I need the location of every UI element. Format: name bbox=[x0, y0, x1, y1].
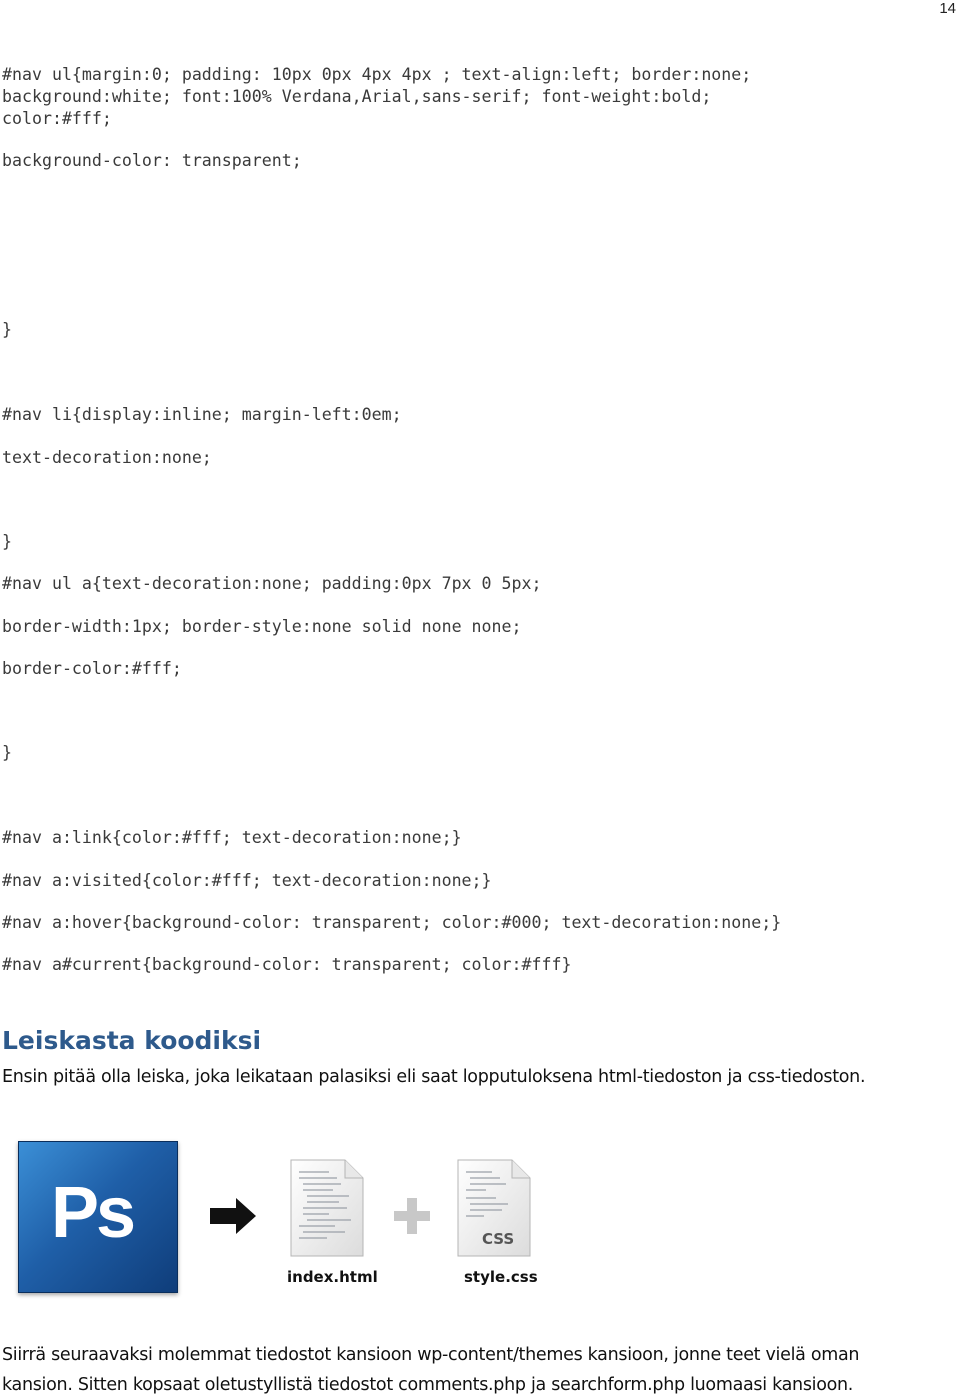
code-line: } bbox=[2, 743, 12, 762]
photoshop-icon-label: Ps bbox=[51, 1173, 134, 1253]
code-line: border-color:#fff; bbox=[2, 659, 182, 678]
html-file-icon bbox=[289, 1158, 365, 1258]
code-line: #nav a#current{background-color: transparent; color:#fff} bbox=[2, 955, 572, 974]
css-file-caption: style.css bbox=[464, 1268, 538, 1286]
code-line: #nav ul{margin:0; padding: 10px 0px 4px 4px ; text-align:left; border:none; bbox=[2, 65, 752, 84]
code-line: text-decoration:none; bbox=[2, 448, 212, 467]
css-badge: CSS bbox=[482, 1230, 515, 1248]
code-line: } bbox=[2, 532, 12, 551]
photoshop-icon bbox=[18, 1141, 178, 1293]
code-line: border-width:1px; border-style:none solid none none; bbox=[2, 617, 522, 636]
page-number: 14 bbox=[939, 0, 956, 17]
code-line: #nav a:link{color:#fff; text-decoration:none;} bbox=[2, 828, 462, 847]
code-line: #nav ul a{text-decoration:none; padding:0px 7px 0 5px; bbox=[2, 574, 542, 593]
code-line: #nav li{display:inline; margin-left:0em; bbox=[2, 405, 402, 424]
section-heading: Leiskasta koodiksi bbox=[2, 1026, 262, 1055]
intro-paragraph: Ensin pitää olla leiska, joka leikataan palasiksi eli saat lopputuloksena html-tiedoston ja css-tiedoston. bbox=[2, 1067, 866, 1087]
code-line: color:#fff; bbox=[2, 109, 112, 128]
plus-icon bbox=[394, 1198, 430, 1234]
outro-paragraph-line: kansion. Sitten kopsaat oletustyllistä tiedostot comments.php ja searchform.php luomaasi kansioon. bbox=[2, 1375, 854, 1395]
css-file-icon bbox=[456, 1158, 532, 1258]
outro-paragraph-line: Siirrä seuraavaksi molemmat tiedostot kansioon wp-content/themes kansioon, jonne teet vielä oman bbox=[2, 1345, 860, 1365]
code-line: background-color: transparent; bbox=[2, 151, 302, 170]
code-line: } bbox=[2, 320, 12, 339]
code-line: background:white; font:100% Verdana,Arial,sans-serif; font-weight:bold; bbox=[2, 87, 712, 106]
arrow-right-icon bbox=[210, 1198, 258, 1234]
html-file-caption: index.html bbox=[287, 1268, 378, 1286]
code-line: #nav a:visited{color:#fff; text-decoration:none;} bbox=[2, 871, 492, 890]
code-line: #nav a:hover{background-color: transparent; color:#000; text-decoration:none;} bbox=[2, 913, 782, 932]
